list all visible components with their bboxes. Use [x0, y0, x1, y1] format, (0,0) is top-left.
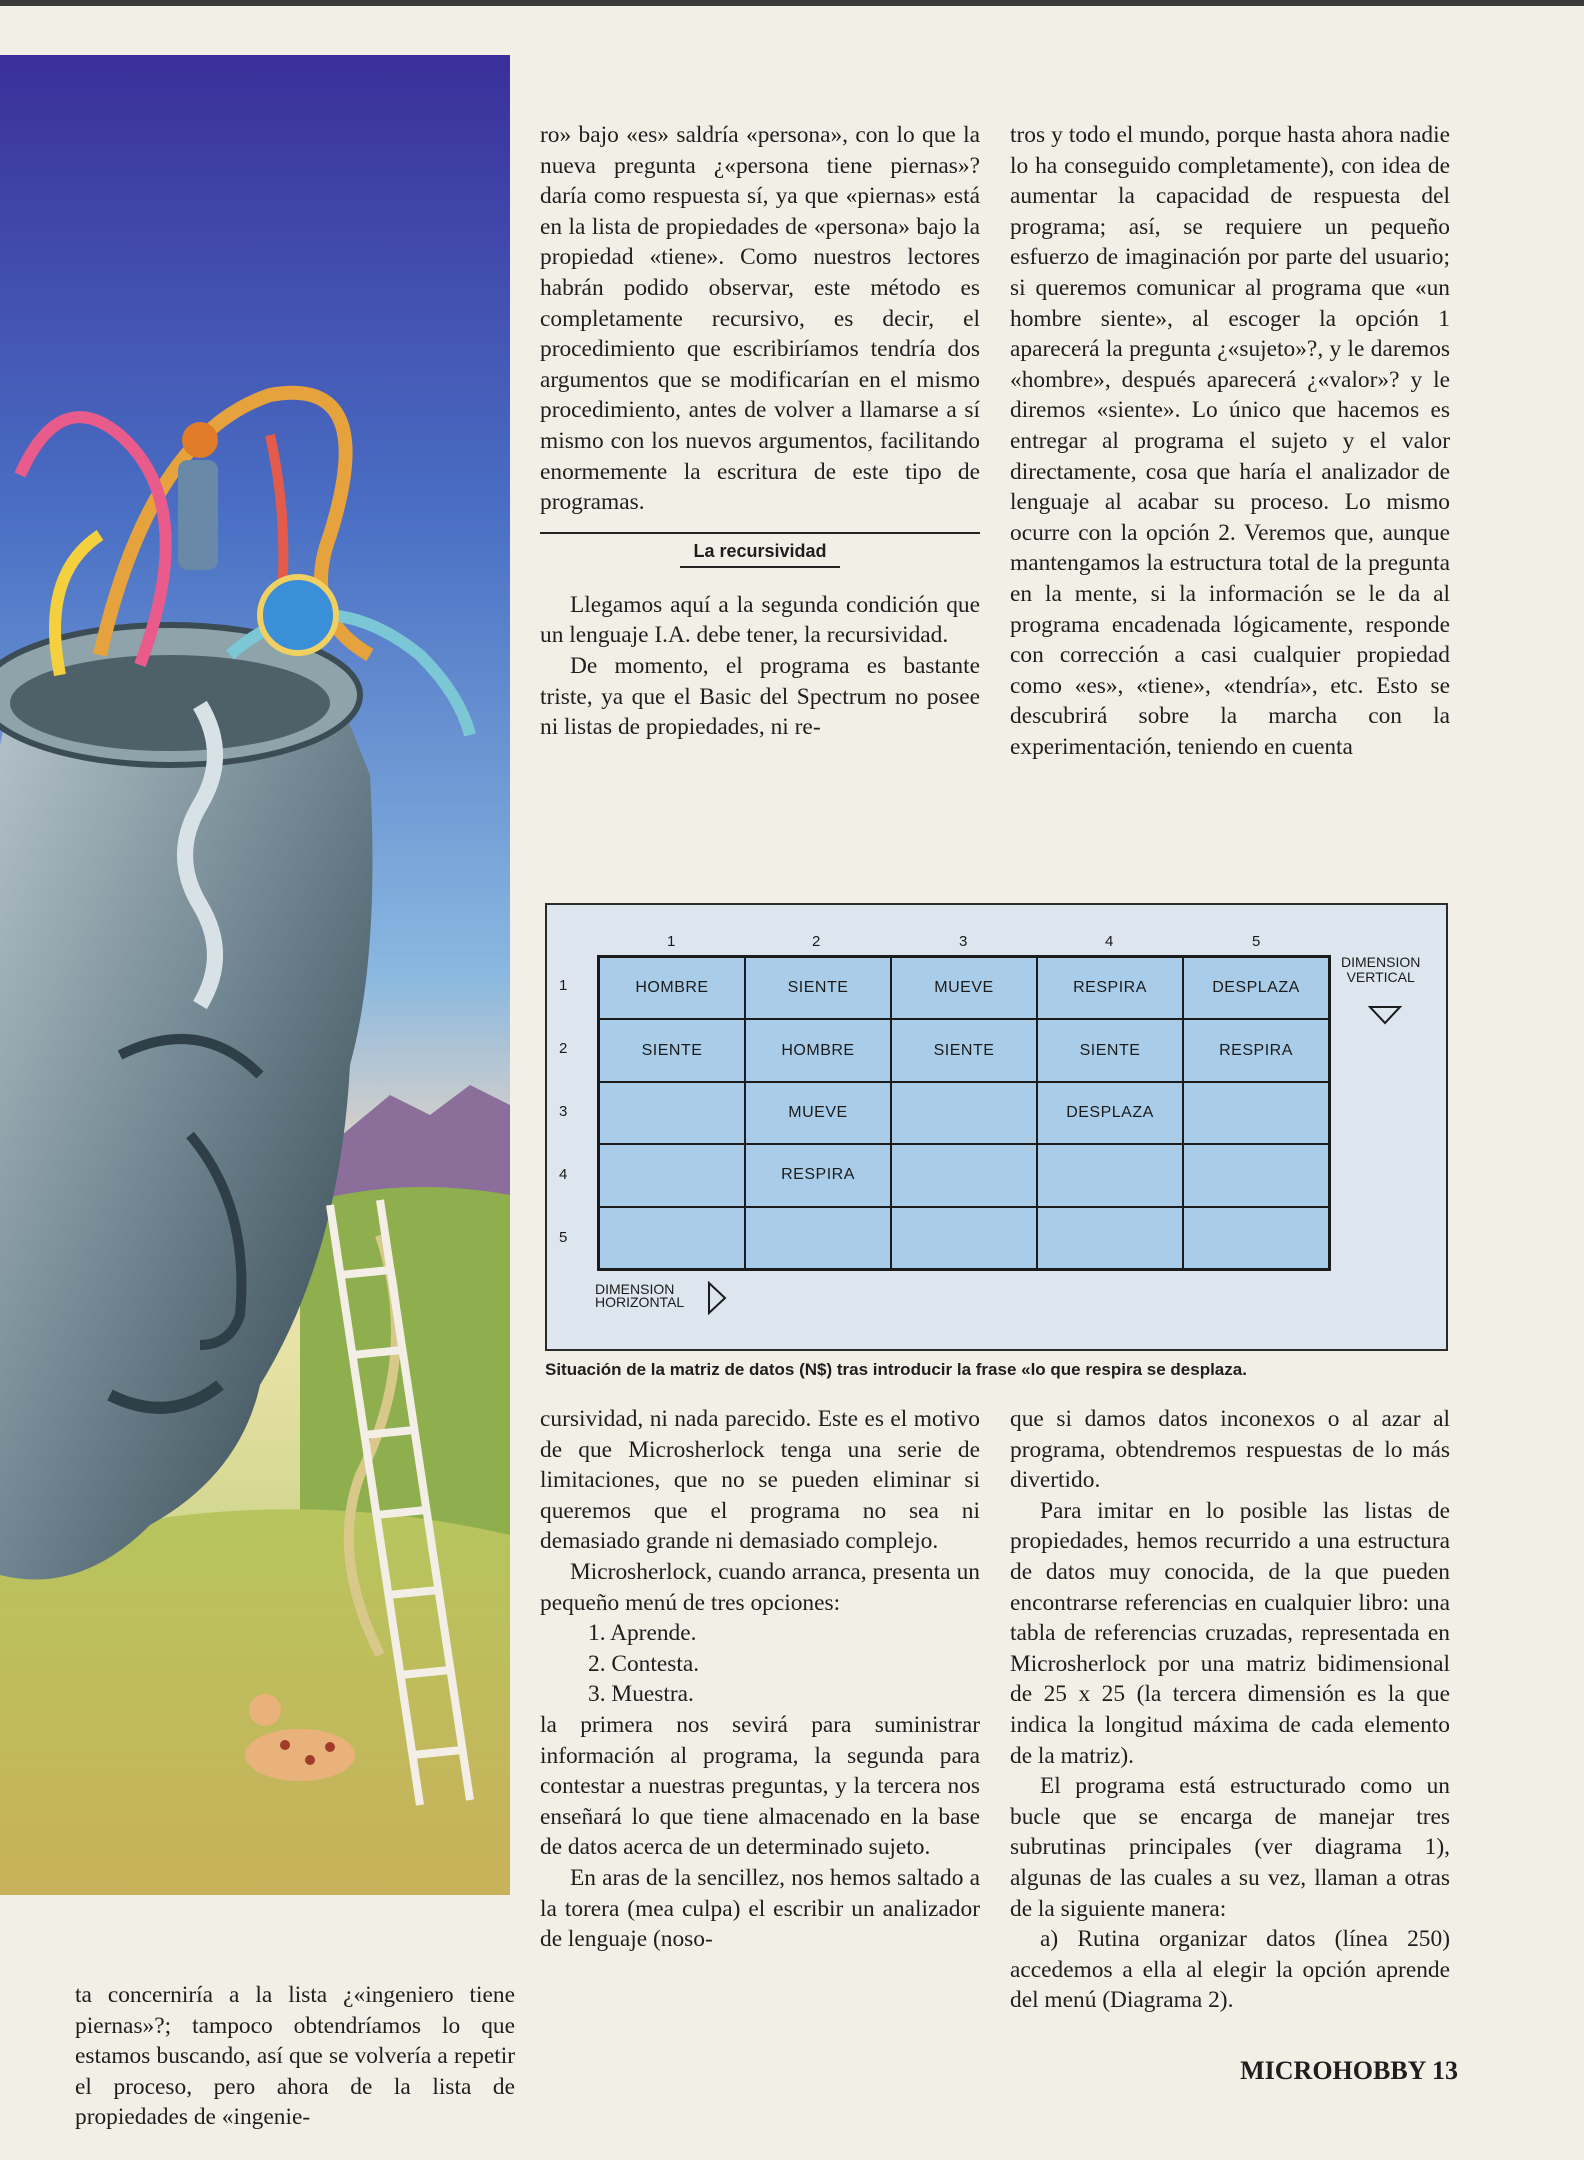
matrix-cell: SIENTE	[1037, 1019, 1183, 1081]
matrix-cell	[1183, 1082, 1329, 1144]
column-number: 3	[959, 933, 968, 950]
matrix-cell: RESPIRA	[1037, 957, 1183, 1019]
section-heading: La recursividad	[693, 540, 827, 561]
column-top-right	[1010, 120, 1450, 762]
matrix-cell	[1183, 1144, 1329, 1206]
matrix-cell: RESPIRA	[1183, 1019, 1329, 1081]
horizontal-dimension-label	[595, 1283, 684, 1309]
matrix-cell	[599, 1144, 745, 1206]
matrix-cell: DESPLAZA	[1037, 1082, 1183, 1144]
matrix-cell: MUEVE	[745, 1082, 891, 1144]
matrix-cell: RESPIRA	[745, 1144, 891, 1206]
illustration-robot-head	[0, 55, 510, 1895]
page-footer	[1228, 2056, 1458, 2086]
matrix-cell	[1183, 1207, 1329, 1269]
matrix-cell	[1037, 1207, 1183, 1269]
paragraph: a) Rutina organizar datos (línea 250) accedemos a ella al elegir la opción aprende del menú (Diagrama 2).	[1010, 1926, 1450, 2014]
paragraph: tros y todo el mundo, porque hasta ahora nadie lo ha conseguido completamente), con idea de aumentar la capacidad de respuesta del programa; así, se requiere un pequeño esfuerzo de imaginación por parte del usuario; si queremos comunicar al programa que «un hombre siente», al escoger la opción 1 aparecerá la pregunta ¿«sujeto»?, y le daremos «hombre», después aparecerá ¿«valor»? y le diremos «siente». Lo único que hacemos es entregar al programa el sujeto y el valor directamente, cosa que haría el analizador de lenguaje al acabar su proceso. Lo mismo ocurre con la opción 2. Veremos que, aunque mantengamos la estructura total de la pregunta en la mente, si la información se le da al programa encadenada lógicamente, responde con corrección a casi cualquier propiedad como «es», «tiene», «tendría», etc. Esto se descubrirá sobre la marcha con la experimentación, teniendo en cuenta	[1010, 122, 1450, 760]
matrix-cell: SIENTE	[599, 1019, 745, 1081]
paragraph: Para imitar en lo posible las listas de propiedades, hemos recurrido a una estructura de datos muy conocida, de la que pueden encontrarse referencias en cualquier libro: una tabla de referencias cruzadas, representada en Microsherlock por una matriz bidimensional de 25 x 25 (la tercera dimensión es la que indica la longitud máxima de cada elemento de la matriz).	[1010, 1497, 1450, 1769]
page-number: 13	[1432, 2056, 1458, 2085]
paragraph: Llegamos aquí a la segunda condición que un lenguaje I.A. debe tener, la recursividad.	[540, 591, 980, 649]
list-item: 1. Aprende.	[588, 1620, 697, 1647]
horizontal-label-line: HORIZONTAL	[595, 1294, 685, 1310]
top-rule	[0, 0, 1584, 6]
matrix-cell	[891, 1082, 1037, 1144]
down-arrow-icon	[1368, 1005, 1402, 1025]
heading-underline	[680, 566, 840, 568]
matrix-cell: SIENTE	[745, 957, 891, 1019]
matrix-cell: DESPLAZA	[1183, 957, 1329, 1019]
section-heading-block	[540, 532, 980, 568]
vertical-label-line: DIMENSION	[1341, 954, 1421, 970]
matrix-cell: SIENTE	[891, 1019, 1037, 1081]
row-number: 5	[559, 1229, 568, 1246]
paragraph: Microsherlock, cuando arranca, presenta un pequeño menú de tres opciones:	[540, 1558, 980, 1616]
matrix-cell	[745, 1207, 891, 1269]
vertical-label-line: VERTICAL	[1346, 969, 1415, 985]
column-number: 4	[1105, 933, 1114, 950]
column-bottom-right	[1010, 1404, 1450, 2016]
row-number: 1	[559, 977, 568, 994]
column-number: 5	[1252, 933, 1261, 950]
list-item: 2. Contesta.	[588, 1650, 700, 1677]
paragraph: En aras de la sencillez, nos hemos saltado a la torera (mea culpa) el escribir un analizador de lenguaje (noso-	[540, 1864, 980, 1953]
column-number: 1	[667, 933, 676, 950]
row-number: 2	[559, 1040, 568, 1057]
column-number: 2	[812, 933, 821, 950]
column-under-illustration	[75, 1980, 515, 2133]
matrix-cell: MUEVE	[891, 957, 1037, 1019]
paragraph: que si damos datos inconexos o al azar al programa, obtendremos respuestas de lo más divertido.	[1010, 1406, 1450, 1494]
column-bottom-left	[540, 1404, 980, 1955]
row-number: 3	[559, 1103, 568, 1120]
matrix-cell	[891, 1144, 1037, 1206]
right-arrow-icon	[707, 1281, 727, 1315]
diagram-caption: Situación de la matriz de datos (N$) tras introducir la frase «lo que respira se desplaza.	[545, 1360, 1247, 1379]
vertical-dimension-label	[1341, 955, 1420, 985]
row-number: 4	[559, 1166, 568, 1183]
magazine-name: MICROHOBBY	[1240, 2056, 1426, 2085]
paragraph: ro» bajo «es» saldría «persona», con lo que la nueva pregunta ¿«persona tiene piernas»? daría como respuesta sí, ya que «piernas» está en la lista de propiedades de «persona» bajo la propiedad «tiene». Como nuestros lectores habrán podido observar, este método es completamente recursivo, es decir, el procedimiento que escribiríamos tendría dos argumentos que se modificarían en el mismo procedimiento, antes de volver a llamarse a sí mismo con los nuevos argumentos, facilitando enormemente la escritura de este tipo de programas.	[540, 122, 980, 516]
matrix-cell: HOMBRE	[599, 957, 745, 1019]
list-item: 3. Muestra.	[588, 1681, 694, 1708]
paragraph: De momento, el programa es bastante triste, ya que el Basic del Spectrum no posee ni listas de propiedades, ni re-	[540, 652, 980, 741]
matrix-cell: HOMBRE	[745, 1019, 891, 1081]
data-matrix-diagram	[545, 903, 1448, 1351]
paragraph: ta concerniría a la lista ¿«ingeniero tiene piernas»?; tampoco obtendríamos lo que estamos buscando, así que se volvería a repetir el proceso, pero ahora de la lista de propiedades de «ingenie-	[75, 1982, 515, 2131]
matrix-cell	[891, 1207, 1037, 1269]
horizontal-label-line: DIMENSION	[595, 1281, 675, 1297]
column-top-left	[540, 120, 980, 743]
matrix-cell	[599, 1082, 745, 1144]
matrix-cell	[1037, 1144, 1183, 1206]
matrix-grid	[597, 955, 1331, 1271]
paragraph: cursividad, ni nada parecido. Este es el motivo de que Microsherlock tenga una serie de limitaciones, que no se pueden eliminar si queremos que el programa no sea ni demasiado grande ni demasiado complejo.	[540, 1406, 980, 1555]
menu-options-list	[588, 1618, 980, 1710]
matrix-cell	[599, 1207, 745, 1269]
paragraph: El programa está estructurado como un bucle que se encarga de manejar tres subrutinas principales (ver diagrama 1), algunas de las cuales a su vez, llaman a otras de la siguiente manera:	[1010, 1773, 1450, 1922]
paragraph: la primera nos sevirá para suministrar información al programa, la segunda para contestar a nuestras preguntas, y la tercera nos enseñará lo que tiene almacenado en la base de datos acerca de un determinado sujeto.	[540, 1711, 980, 1861]
